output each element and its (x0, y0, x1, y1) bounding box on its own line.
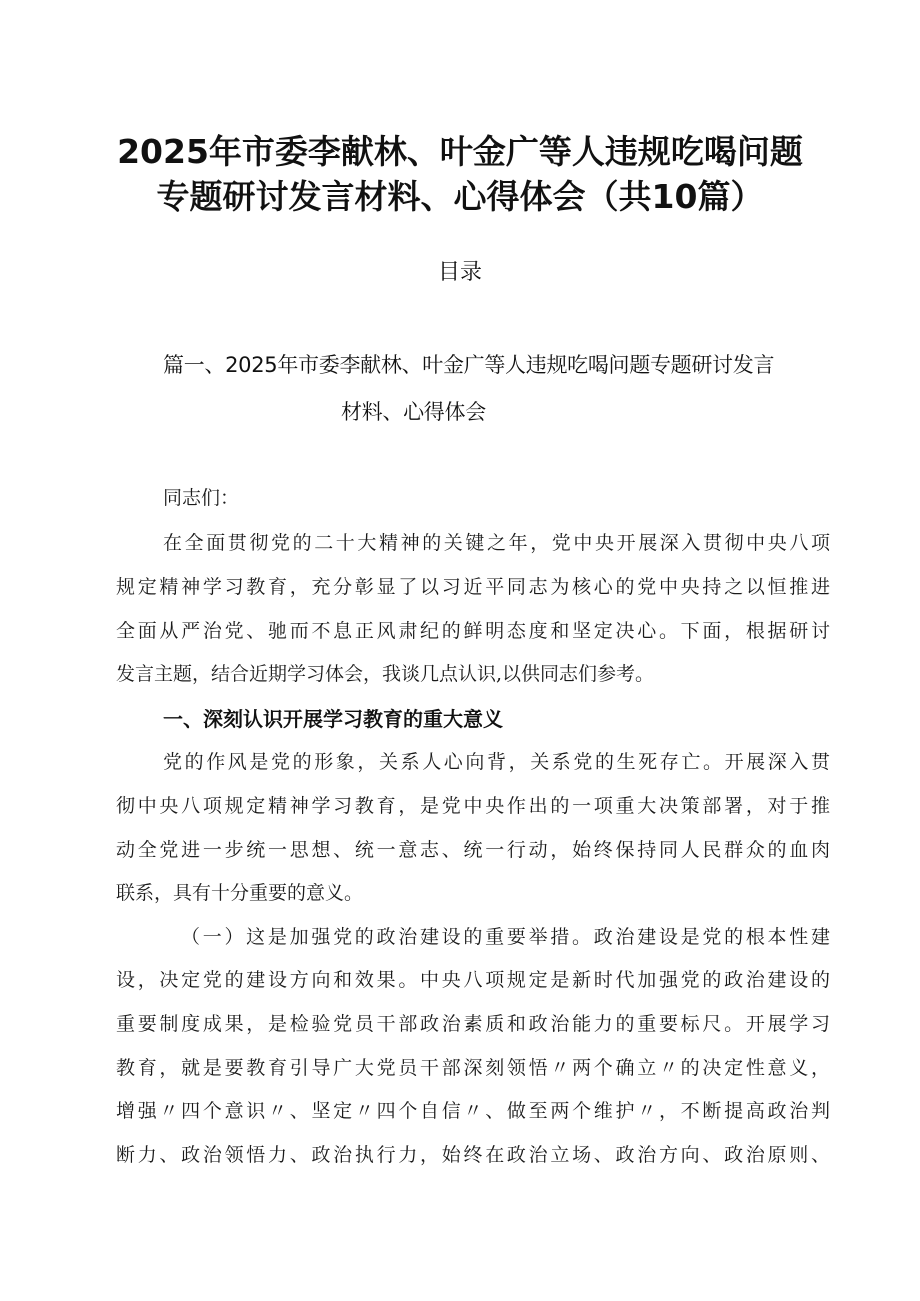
subsection-1-line: 重要制度成果，是检验党员干部政治素质和政治能力的重要标尺。开展学习 (116, 1013, 830, 1035)
subsection-1-line: 增强〃四个意识〃、坚定〃四个自信〃、做至两个维护〃，不断提高政治判 (116, 1100, 830, 1122)
subsection-1-line: （一）这是加强党的政治建设的重要举措。政治建设是党的根本性建 (181, 926, 830, 948)
subsection-1-line: 教育，就是要教育引导广大党员干部深刻领悟〃两个确立〃的决定性意义， (116, 1057, 830, 1079)
section-1-line: 党的作风是党的形象，关系人心向背，关系党的生死存亡。开展深入贯 (163, 751, 830, 773)
section-1-line: 联系，具有十分重要的意义。 (116, 882, 364, 904)
section-1-line: 彻中央八项规定精神学习教育，是党中央作出的一项重大决策部署，对于推 (116, 795, 830, 817)
document-title-line-1: 2025年市委李献林、叶金广等人违规吃喝问题 (117, 132, 803, 171)
intro-line: 全面从严治党、驰而不息正风肃纪的鲜明态度和坚定决心。下面，根据研讨 (116, 620, 830, 642)
intro-line: 在全面贯彻党的二十大精神的关键之年，党中央开展深入贯彻中央八项 (163, 532, 830, 554)
section-1-heading: 一、深刻认识开展学习教育的重大意义 (163, 707, 503, 731)
subsection-1-line: 断力、政治领悟力、政治执行力，始终在政治立场、政治方向、政治原则、 (116, 1144, 830, 1166)
toc-entry-1-line-1[interactable]: 篇一、2025年市委李献林、叶金广等人违规吃喝问题专题研讨发言 (163, 353, 775, 377)
toc-entry-1-line-2[interactable]: 材料、心得体会 (341, 400, 486, 424)
section-1-line: 动全党进一步统一思想、统一意志、统一行动，始终保持同人民群众的血肉 (116, 839, 830, 861)
intro-line: 发言主题，结合近期学习体会，我谈几点认识,以供同志们参考。 (116, 663, 655, 685)
document-title-line-2: 专题研讨发言材料、心得体会（共10篇） (156, 177, 764, 216)
toc-heading: 目录 (437, 260, 482, 285)
salutation: 同志们： (163, 487, 240, 509)
intro-line: 规定精神学习教育，充分彰显了以习近平同志为核心的党中央持之以恒推进 (116, 576, 830, 598)
subsection-1-line: 设，决定党的建设方向和效果。中央八项规定是新时代加强党的政治建设的 (116, 969, 830, 991)
